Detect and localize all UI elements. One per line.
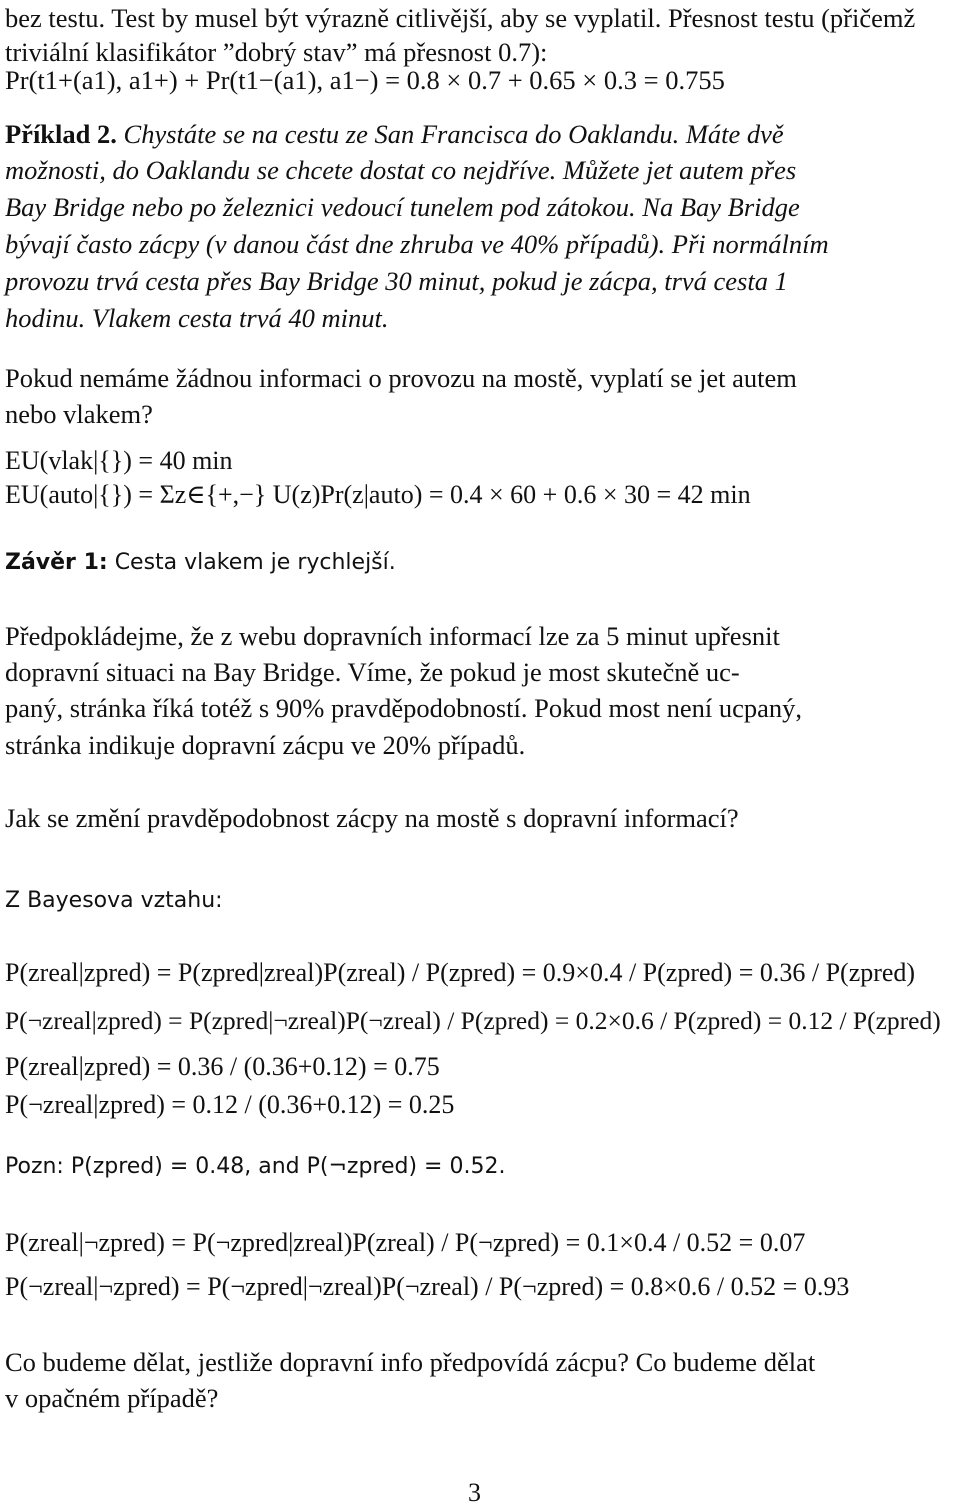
page-number: 3 (468, 1478, 481, 1507)
question2: Jak se změní pravděpodobnost zácpy na mostě s dopravní informací? (5, 803, 739, 833)
eu-auto: EU(auto|{}) = Σz∈{+,−} U(z)Pr(z|auto) = 0.4 × 60 + 0.6 × 30 = 42 min (5, 480, 751, 509)
example-line-3: Bay Bridge nebo po železnici vedoucí tunelem pod zátokou. Na Bay Bridge (5, 192, 800, 222)
conclusion-text: Cesta vlakem je rychlejší. (114, 550, 396, 575)
intro-line-1: bez testu. Test by musel být výrazně citlivější, aby se vyplatil. Přesnost testu (přičemž (5, 3, 916, 33)
conclusion-label: Závěr 1: (5, 550, 108, 575)
note: Pozn: P(zpred) = 0.48, and P(¬zpred) = 0.52. (5, 1154, 506, 1179)
example-line-4: bývají často zácpy (v danou část dne zhruba ve 40% případů). Při normálním (5, 229, 829, 259)
intro-formula: Pr(t1+(a1), a1+) + Pr(t1−(a1), a1−) = 0.8 × 0.7 + 0.65 × 0.3 = 0.755 (5, 65, 725, 95)
question1-line-2: nebo vlakem? (5, 399, 153, 429)
bayes2-eq-1: P(zreal|¬zpred) = P(¬zpred|zreal)P(zreal) / P(¬zpred) = 0.1×0.4 / 0.52 = 0.07 (5, 1228, 806, 1257)
bayes-eq-3: P(zreal|zpred) = 0.36 / (0.36+0.12) = 0.75 (5, 1052, 440, 1081)
paragraph2-line-4: stránka indikuje dopravní zácpu ve 20% případů. (5, 730, 526, 760)
example-text-1: Chystáte se na cestu ze San Francisca do Oaklandu. Máte dvě (123, 119, 784, 149)
conclusion (5, 550, 957, 575)
example-line-2: možnosti, do Oaklandu se chcete dostat co nejdříve. Můžete jet autem přes (5, 155, 797, 185)
bayes-heading: Z Bayesova vztahu: (5, 888, 223, 913)
example-line-5: provozu trvá cesta přes Bay Bridge 30 minut, pokud je zácpa, trvá cesta 1 (5, 266, 788, 296)
example-line-1 (5, 116, 957, 152)
bayes-eq-1: P(zreal|zpred) = P(zpred|zreal)P(zreal) / P(zpred) = 0.9×0.4 / P(zpred) = 0.36 / P(zpred) (5, 958, 916, 987)
bayes-eq-2: P(¬zreal|zpred) = P(zpred|¬zreal)P(¬zreal) / P(zpred) = 0.2×0.6 / P(zpred) = 0.12 / P(zpred) (5, 1006, 941, 1035)
eu-vlak: EU(vlak|{}) = 40 min (5, 446, 233, 475)
paragraph2-line-1: Předpokládejme, že z webu dopravních informací lze za 5 minut upřesnit (5, 621, 780, 651)
paragraph2-line-2: dopravní situaci na Bay Bridge. Víme, že pokud je most skutečně uc- (5, 657, 740, 687)
final-question-line-2: v opačném případě? (5, 1383, 219, 1413)
bayes-eq-4: P(¬zreal|zpred) = 0.12 / (0.36+0.12) = 0.25 (5, 1090, 455, 1119)
paragraph2-line-3: paný, stránka říká totéž s 90% pravděpodobností. Pokud most není ucpaný, (5, 693, 803, 723)
final-question-line-1: Co budeme dělat, jestliže dopravní info předpovídá zácpu? Co budeme dělat (5, 1347, 816, 1377)
example-line-6: hodinu. Vlakem cesta trvá 40 minut. (5, 303, 389, 333)
question1-line-1: Pokud nemáme žádnou informaci o provozu na mostě, vyplatí se jet autem (5, 363, 797, 393)
example-label: Příklad 2. (5, 119, 117, 149)
intro-line-2: triviální klasifikátor ”dobrý stav” má přesnost 0.7): (5, 37, 548, 67)
bayes2-eq-2: P(¬zreal|¬zpred) = P(¬zpred|¬zreal)P(¬zreal) / P(¬zpred) = 0.8×0.6 / 0.52 = 0.93 (5, 1272, 850, 1301)
